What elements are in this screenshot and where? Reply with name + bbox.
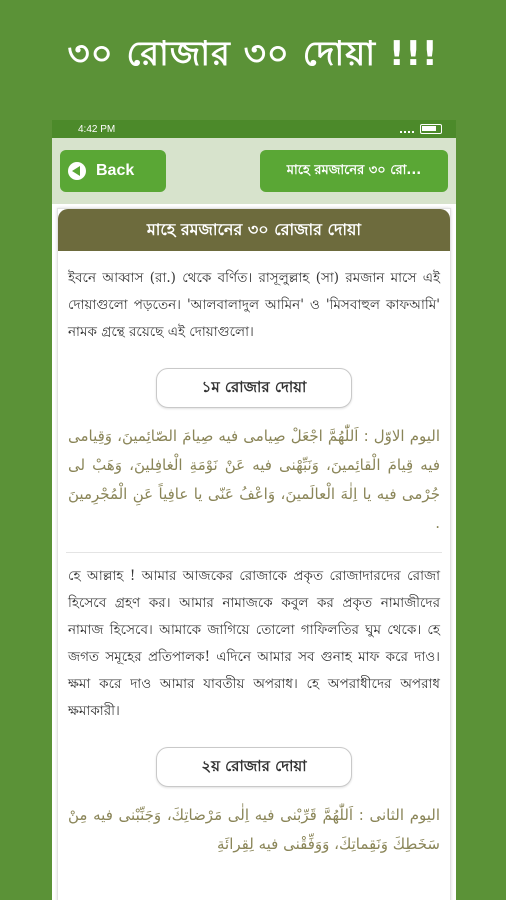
page-title-button[interactable]: মাহে রমজানের ৩০ রো... bbox=[260, 150, 448, 192]
status-time: 4:42 PM bbox=[78, 123, 116, 135]
back-button-label: Back bbox=[96, 162, 135, 179]
day-1-arabic-text: اليوم الاوّل : اَللّٰهُمَّ اجْعَلْ صِيامى فيه صِيامَ الصّائِمينَ، وَقِيامى فيه قِيامَ الْقائِمينَ، وَنَبِّهْنى فيه عَنْ نَوْمَةِ الْغافِلينَ، وَهَبْ لى جُرْمى فيه يا اِلٰهَ الْعالَمينَ، وَاعْفُ عَنّى يا عافِياً عَنِ الْمُجْرِمينَ . bbox=[68, 427, 440, 532]
day-2-button[interactable]: ২য় রোজার দোয়া bbox=[156, 747, 352, 787]
phone-screen bbox=[52, 120, 456, 900]
day-1-button[interactable]: ১ম রোজার দোয়া bbox=[156, 368, 352, 408]
back-arrow-icon bbox=[68, 162, 86, 180]
card-header: মাহে রমজানের ৩০ রোজার দোয়া bbox=[58, 209, 450, 251]
day-1-bangla-text: হে আল্লাহ ! আমার আজকের রোজাকে প্রকৃত রোজাদারদের রোজা হিসেবে গ্রহণ কর। আমার নামাজকে কবুল কর প্রকৃত নামাজীদের নামাজ হিসেবে। আমাকে জাগিয়ে তোলো গাফিলতির ঘুম থেকে। হে জগত সমূহের প্রতিপালক! এদিনে আমার সব গুনাহ মাফ করে দাও। ক্ষমা করে দাও আমার যাবতীয় অপরাধ। হে অপরাধীদের অপরাধ ক্ষমাকারী। bbox=[68, 568, 440, 719]
status-icons bbox=[400, 124, 442, 134]
divider bbox=[66, 552, 442, 553]
signal-icon bbox=[400, 125, 414, 133]
day-2-arabic-text: اليوم الثانى : اَللّٰهُمَّ قَرِّبْنى فيه اِلٰى مَرْضاتِكَ، وَجَنِّبْنى فيه مِنْ سَخَطِكَ وَنَقِماتِكَ، وَوَفِّقْنى فيه لِقِرائَةِ bbox=[68, 806, 440, 853]
status-bar bbox=[52, 120, 456, 138]
intro-text: ইবনে আব্বাস (রা.) থেকে বর্ণিত। রাসূলুল্লাহ (সা) রমজান মাসে এই দোয়াগুলো পড়তেন। 'আলবালাদুল আমিন' ও 'মিসবাহুল কাফআমি' নামক গ্রন্থে রয়েছে এই দোয়াগুলো। bbox=[68, 270, 440, 340]
toolbar bbox=[52, 138, 456, 204]
content-card bbox=[57, 208, 451, 900]
back-button[interactable] bbox=[60, 150, 166, 192]
promo-title: ৩০ রোজার ৩০ দোয়া !!! bbox=[67, 34, 439, 74]
battery-icon bbox=[420, 124, 442, 134]
